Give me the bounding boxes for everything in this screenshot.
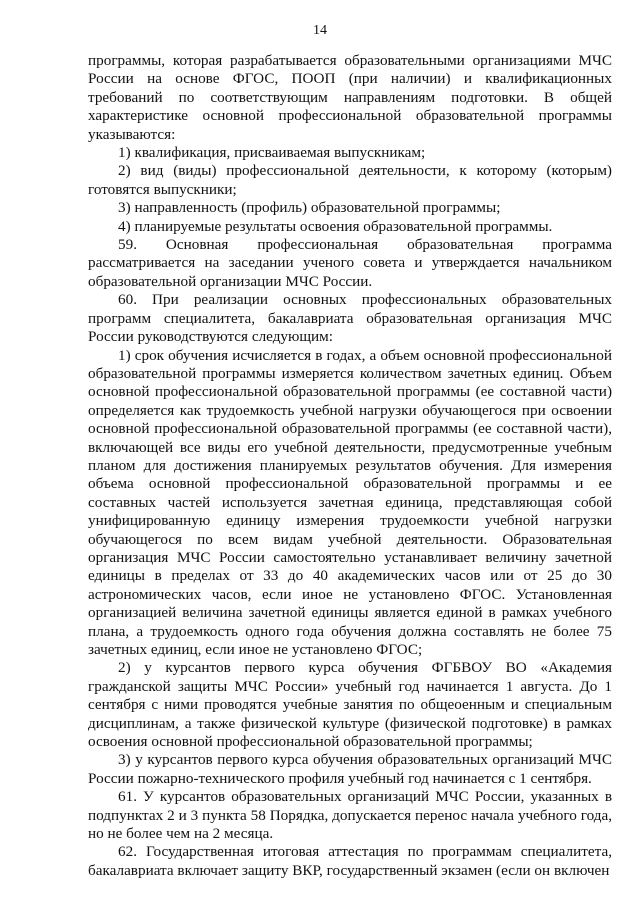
paragraph: 2) вид (виды) профессиональной деятельности, к которому (которым) готовятся выпускники; bbox=[88, 162, 612, 198]
paragraph: 3) у курсантов первого курса обучения образовательных организаций МЧС России пожарно-технического профиля учебный год начинается с 1 сентября. bbox=[88, 751, 612, 787]
paragraph: 61. У курсантов образовательных организаций МЧС России, указанных в подпунктах 2 и 3 пункта 58 Порядка, допускается перенос начала учебного года, но не более чем на 2 месяца. bbox=[88, 788, 612, 843]
page-number: 14 bbox=[313, 23, 327, 38]
paragraph: 2) у курсантов первого курса обучения ФГБВОУ ВО «Академия гражданской защиты МЧС России» учебный год начинается 1 августа. До 1 сентября с ними проводятся учебные занятия по общеоенным и специальным дисциплинам, а также физической культуре (физической подготовке) в рамках освоения основной профессиональной образовательной программы; bbox=[88, 659, 612, 751]
paragraph: 3) направленность (профиль) образовательной программы; bbox=[118, 199, 501, 217]
document-body bbox=[88, 52, 612, 880]
paragraph: 62. Государственная итоговая аттестация по программам специалитета, бакалавриата включает защиту ВКР, государственный экзамен (если он включен bbox=[88, 843, 612, 879]
paragraph: программы, которая разрабатывается образовательными организациями МЧС России на основе ФГОС, ПООП (при наличии) и квалификационных требований по соответствующим направлениям подготовки. В общей характеристике основной профессиональной образовательной программы указываются: bbox=[88, 52, 612, 143]
paragraph: 59. Основная профессиональная образовательная программа рассматривается на заседании ученого совета и утверждается начальником образовательной организации МЧС России. bbox=[88, 236, 612, 290]
paragraph: 60. При реализации основных профессиональных образовательных программ специалитета, бакалавриата образовательная организация МЧС России руководствуются следующим: bbox=[88, 291, 612, 346]
paragraph: 4) планируемые результаты освоения образовательной программы. bbox=[118, 217, 553, 235]
paragraph: 1) квалификация, присваиваемая выпускникам; bbox=[118, 144, 426, 162]
paragraph: 1) срок обучения исчисляется в годах, а объем основной профессиональной образовательной программы измеряется количеством зачетных единиц. Объем основной профессиональной образовательной программы (ее составной части) определяется как трудоемкость учебной нагрузки обучающегося при освоении основной профессиональной образовательной программы (ее составной части), включающей все виды его учебной деятельности, предусмотренные учебным планом для достижения планируемых результатов обучения. Для измерения объема основной профессиональной образовательной программы и ее составных частей используется зачетная единица, представляющая собой унифицированную единицу измерения трудоемкости учебной нагрузки обучающегося по всем видам учебной деятельности. Образовательная организация МЧС России самостоятельно устанавливает величину зачетной единицы в пределах от 33 до 40 академических часов или от 25 до 30 астрономических часов, если иное не установлено ФГОС. Установленная организацией величина зачетной единицы является единой в рамках учебного плана, а трудоемкость одного года обучения должна составлять не более 75 зачетных единиц, если иное не установлено ФГОС; bbox=[88, 346, 612, 658]
